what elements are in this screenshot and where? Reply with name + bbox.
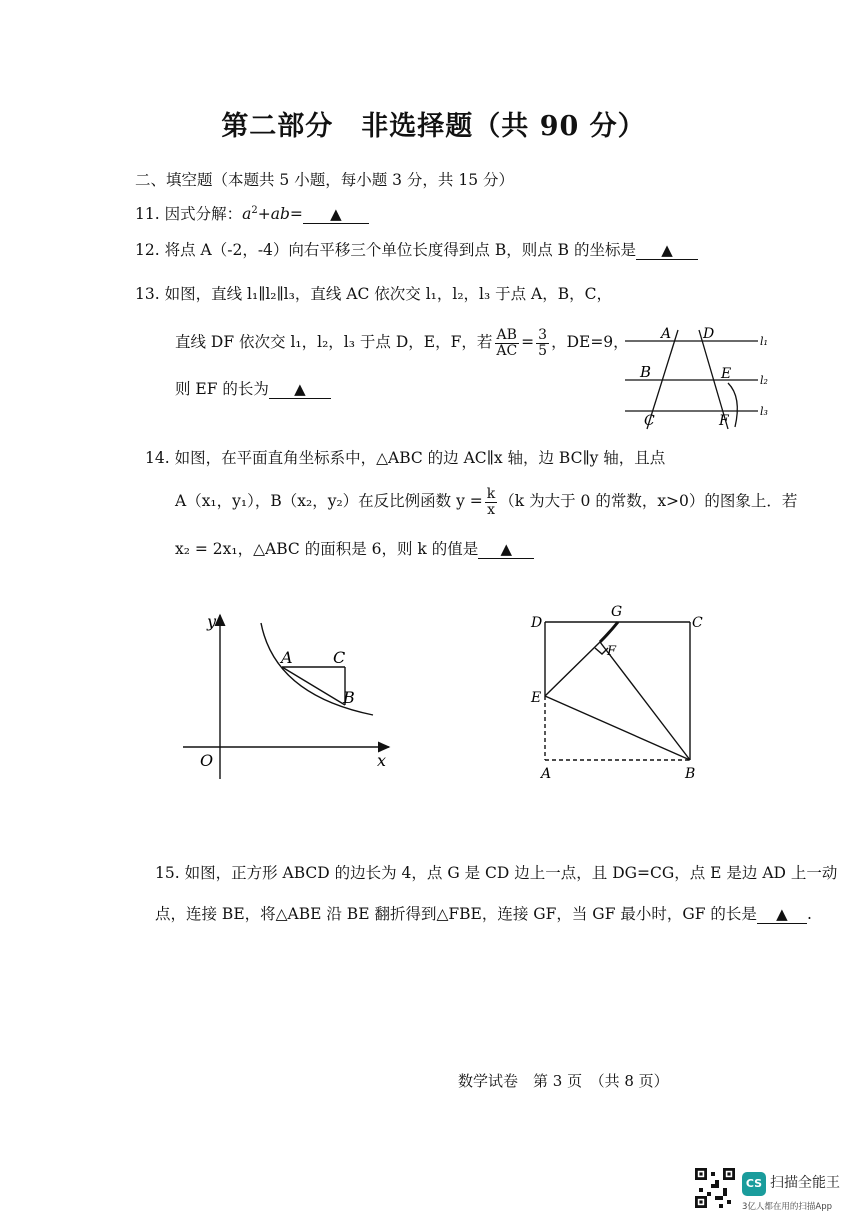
question-text: 如图，直线 l₁∥l₂∥l₃，直线 AC 依次交 l₁，l₂，l₃ 于点 A，B，C，	[164, 285, 612, 303]
segment-eb	[545, 696, 690, 760]
segment-fb	[600, 642, 690, 760]
triangle-mark-icon: ▲	[500, 540, 512, 558]
label-G: G	[611, 604, 623, 620]
scanner-name: 扫描全能王	[770, 1175, 840, 1191]
label-C: C	[692, 615, 703, 631]
question-14-line2: A（x₁，y₁），B（x₂，y₂）在反比例函数 y = $\frac{k}{x}$ （k 为大于 0 的常数，x>0）的图象上．若	[175, 486, 798, 518]
label-C: C	[333, 648, 346, 667]
question-14-line3	[175, 540, 534, 559]
question-number: 15.	[155, 864, 180, 882]
fraction-k-x: $\frac{k}{x}$	[486, 486, 496, 518]
segment-ab	[282, 667, 345, 705]
page-title: 第二部分 非选择题（共 90 分）	[221, 111, 646, 142]
triangle-mark-icon: ▲	[330, 205, 342, 224]
label-O: O	[200, 751, 214, 770]
question-text: 如图，在平面直角坐标系中，△ABC 的边 AC∥x 轴，边 BC∥y 轴，且点	[174, 449, 666, 467]
expr-a: a	[242, 205, 252, 224]
section-heading: 二、填空题（本题共 5 小题，每小题 3 分，共 15 分）	[135, 171, 515, 189]
label-F: F	[719, 413, 729, 429]
label-C: C	[644, 413, 655, 429]
answer-blank-13[interactable]	[269, 381, 331, 399]
page-footer: 数学试卷 第 3 页 （共 8 页）	[458, 1072, 669, 1090]
label-E: E	[721, 366, 732, 382]
answer-blank-15[interactable]	[757, 906, 807, 924]
expr-eq: =	[289, 205, 303, 224]
fraction-ab-ac: $\frac{AB}{AC}$	[496, 327, 518, 359]
answer-blank-11[interactable]	[303, 206, 369, 224]
label-E: E	[531, 690, 542, 706]
question-15-line1	[155, 864, 837, 883]
question-text: 点，连接 BE，将△ABE 沿 BE 翻折得到△FBE，连接 GF，当 GF 最小时，GF 的长是	[155, 905, 757, 923]
answer-blank-14[interactable]	[478, 541, 534, 559]
label-A: A	[661, 326, 672, 342]
label-A: A	[541, 766, 552, 782]
label-l2: l₂	[760, 374, 768, 387]
qr-code-icon	[695, 1168, 735, 1208]
question-14-line1	[145, 449, 665, 468]
label-B: B	[685, 766, 696, 782]
figure-15-square-fold	[525, 600, 720, 785]
question-text: A（x₁，y₁），B（x₂，y₂）在反比例函数 y =	[175, 492, 483, 511]
scanner-logo: CS	[742, 1172, 766, 1196]
question-13-line2: 直线 DF 依次交 l₁，l₂，l₃ 于点 D，E，F，若 $\frac{AB}{AC}$ = $\frac{3}{5}$ ，DE=9，	[175, 327, 629, 359]
label-B: B	[343, 688, 355, 707]
question-text: 将点 A（-2，-4）向右平移三个单位长度得到点 B，则点 B 的坐标是	[164, 241, 636, 259]
scanner-tagline: 3亿人都在用的扫描App	[742, 1202, 833, 1212]
question-12	[135, 241, 698, 260]
question-text: x₂ = 2x₁，△ABC 的面积是 6，则 k 的值是	[175, 540, 479, 558]
question-11	[135, 205, 369, 224]
question-number: 11.	[135, 205, 160, 224]
label-y: y	[207, 612, 217, 631]
question-number: 12.	[135, 241, 160, 259]
label-F: F	[607, 644, 617, 659]
question-text: 因式分解：	[164, 205, 243, 224]
question-13-line3	[175, 380, 331, 399]
triangle-mark-icon: ▲	[661, 241, 673, 259]
question-text: 直线 DF 依次交 l₁，l₂，l₃ 于点 D，E，F，若	[175, 333, 493, 352]
figure-13-parallel-lines	[620, 325, 780, 437]
hyperbola-curve	[261, 623, 373, 715]
expr-sup: 2	[251, 205, 258, 216]
figure-14-coordinate-plane	[175, 605, 400, 785]
label-l3: l₃	[760, 405, 768, 418]
label-D: D	[703, 326, 715, 342]
fraction-3-5: $\frac{3}{5}$	[538, 327, 548, 359]
expr-plus: +	[257, 205, 271, 224]
label-x: x	[377, 751, 387, 770]
segment-ef	[545, 642, 600, 696]
triangle-mark-icon: ▲	[294, 380, 306, 398]
label-B: B	[640, 363, 652, 381]
question-text: 则 EF 的长为	[175, 380, 269, 398]
triangle-mark-icon: ▲	[776, 905, 788, 923]
answer-blank-12[interactable]	[636, 242, 698, 260]
label-A: A	[281, 648, 293, 667]
segment-gf	[600, 622, 618, 642]
question-text: 如图，正方形 ABCD 的边长为 4，点 G 是 CD 边上一点，且 DG=CG，点 E 是边 AD 上一动	[184, 864, 838, 882]
label-D: D	[531, 615, 543, 631]
expr-ab: ab	[270, 205, 290, 224]
question-number: 13.	[135, 285, 160, 303]
question-13-line1	[135, 285, 612, 304]
arc-ef	[728, 383, 737, 427]
question-15-line2: 点，连接 BE，将△ABE 沿 BE 翻折得到△FBE，连接 GF，当 GF 最小时，GF 的长是 ▲ .	[155, 905, 812, 923]
question-number: 14.	[145, 449, 170, 467]
label-l1: l₁	[760, 335, 768, 348]
